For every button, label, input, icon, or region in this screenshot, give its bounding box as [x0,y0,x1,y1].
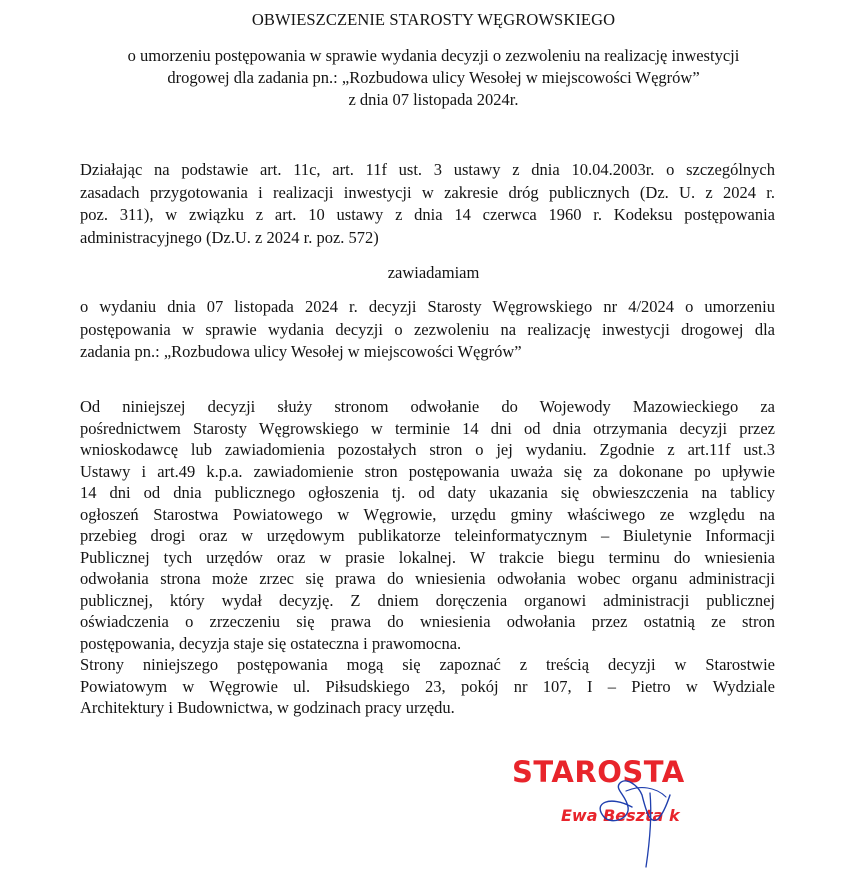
appeal-line: Od niniejszej decyzji służy stronom odwołanie do Wojewody Mazowieckiego za [80,397,775,416]
official-stamp [500,755,730,870]
appeal-line: pośrednictwem Starosty Węgrowskiego w terminie 14 dni od dnia otrzymania decyzji przez [80,418,775,438]
stamp-name: Ewa Beszta k [561,806,680,825]
legal-basis-line: zasadach przygotowania i realizacji inwestycji w zakresie dróg publicznych (Dz. U. z 2024 r. [80,182,775,202]
notice-paragraph [80,296,775,364]
appeal-line: ogłoszeń Starostwa Powiatowego w Węgrowie, urzędu gminy właściwego ze względu na [80,504,775,524]
legal-basis-line: administracyjnego (Dz.U. z 2024 r. poz. 572) [80,227,379,247]
notice-line: o wydaniu dnia 07 listopada 2024 r. decyzji Starosty Węgrowskiego nr 4/2024 o umorzeniu [80,297,775,316]
legal-basis-paragraph [80,159,775,249]
appeal-line: wnioskodawcę lub zawiadomienia pozostałych stron o jej wydaniu. Zgodnie z art.11f ust.3 [80,440,775,459]
notice-line: zadania pn.: „Rozbudowa ulicy Wesołej w miejscowości Węgrów” [80,342,522,361]
document-title: OBWIESZCZENIE STAROSTY WĘGROWSKIEGO [251,10,616,29]
subtitle-date: z dnia 07 listopada 2024r. [348,90,519,109]
appeal-paragraph [80,396,775,719]
appeal-line: postępowania, decyzja staje się ostateczna i prawomocna. [80,633,462,653]
appeal-line: oświadczenia o zrzeczeniu się prawa do wniesienia odwołania przez ostatnią ze stron [80,612,775,631]
document-subtitle [60,45,807,111]
appeal-line: odwołania strona może zrzec się prawa do wniesienia odwołania wobec organu administracji [80,569,775,588]
legal-basis-line: poz. 311), w związku z art. 10 ustawy z dnia 14 czerwca 1960 r. Kodeksu postępowania [80,205,775,224]
appeal-line: Powiatowym w Węgrowie ul. Piłsudskiego 23, pokój nr 107, I – Pietro w Wydziale [80,676,775,696]
stamp-title: STAROSTA [512,755,685,789]
notice-line: postępowania w sprawie wydania decyzji o zezwoleniu na realizację inwestycji drogowej dla [80,319,775,339]
appeal-line: Publicznej tych urzędów oraz w prasie lokalnej. W trakcie biegu terminu do wniesienia [80,547,775,567]
subtitle-line: o umorzeniu postępowania w sprawie wydania decyzji o zezwoleniu na realizację inwestycji [127,46,740,65]
appeal-line: publicznej, który wydał decyzję. Z dniem doręczenia organowi administracji publicznej [80,590,775,610]
appeal-line: przebieg drogi oraz w urzędowym publikatorze teleinformatycznym – Biuletynie Informacji [80,526,775,545]
appeal-line: Ustawy i art.49 k.p.a. zawiadomienie stron postępowania uważa się za dokonane po upływie [80,461,775,481]
handwritten-signature [500,755,730,870]
legal-basis-line: Działając na podstawie art. 11c, art. 11f ust. 3 ustawy z dnia 10.04.2003r. o szczególnych [80,160,775,179]
subtitle-line: drogowej dla zadania pn.: „Rozbudowa ulicy Wesołej w miejscowości Węgrów” [167,68,700,87]
appeal-line: Strony niniejszego postępowania mogą się zapoznać z treścią decyzji w Starostwie [80,655,775,674]
appeal-line: 14 dni od dnia publicznego ogłoszenia tj. od daty ukazania się obwieszczenia na tablicy [80,483,775,502]
announce-word: zawiadamiam [387,263,480,282]
appeal-line: Architektury i Budownictwa, w godzinach pracy urzędu. [80,698,455,717]
